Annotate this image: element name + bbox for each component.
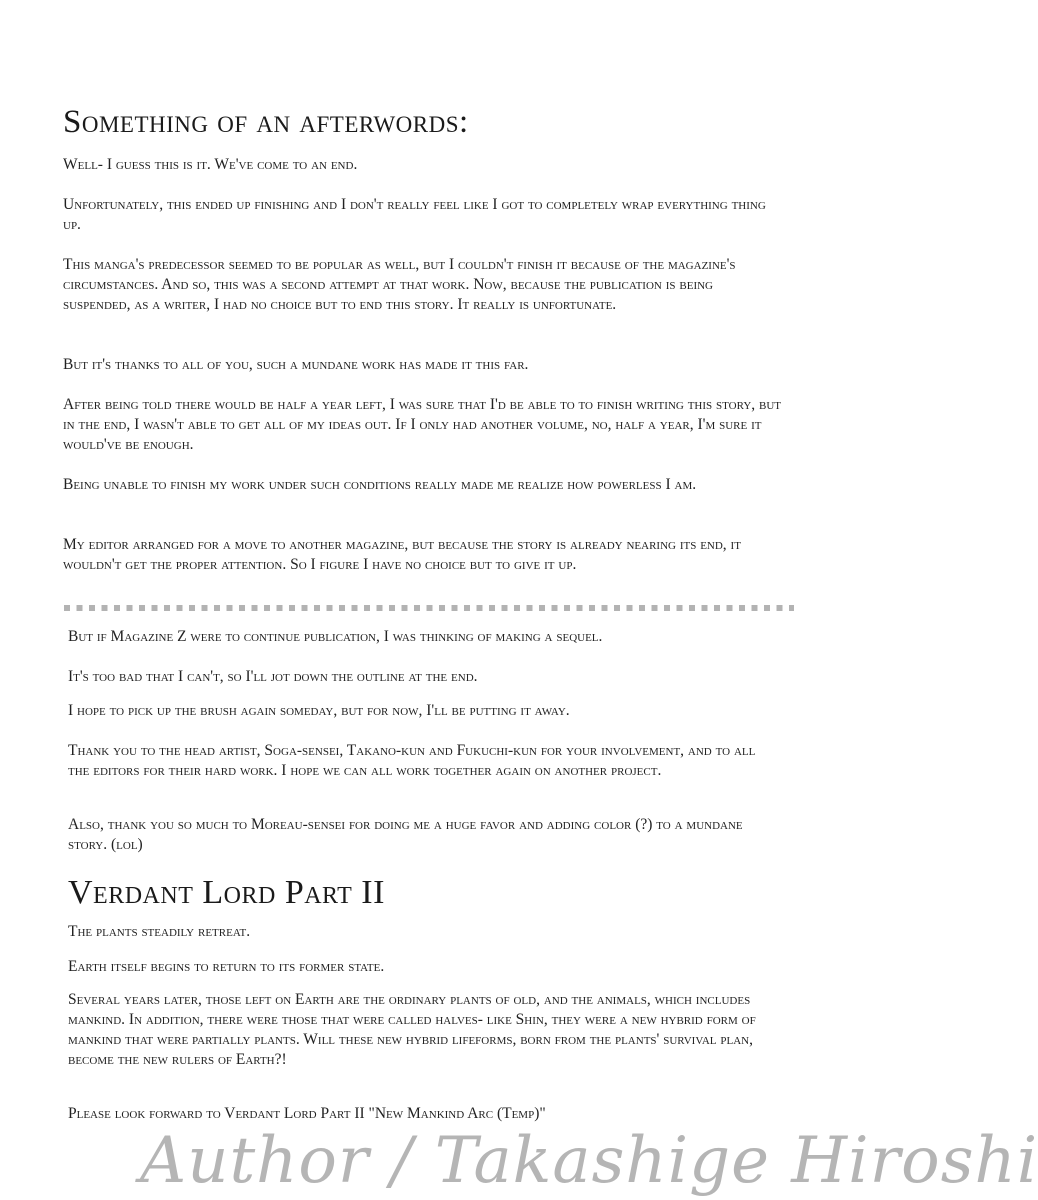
sequel-title: Verdant Lord Part II <box>68 874 385 911</box>
afterword-paragraph-1: Well- I guess this is it. We've come to an end. <box>63 156 358 173</box>
continued-paragraph-1: But if Magazine Z were to continue publication, I was thinking of making a sequel. <box>68 628 603 645</box>
dotted-divider <box>64 605 794 611</box>
sequel-paragraph-2: Earth itself begins to return to its former state. <box>68 958 385 975</box>
sequel-paragraph-1: The plants steadily retreat. <box>68 923 251 940</box>
afterword-paragraph-3: This manga's predecessor seemed to be popular as well, but I couldn't finish it because of the magazine's circumstances. And so, this was a second attempt at that work. Now, because the publication is being suspended, as a writer, I had no choice but to end this story. It really is unfortunate. <box>63 256 736 313</box>
continued-paragraph-3: I hope to pick up the brush again someday, but for now, I'll be putting it away. <box>68 702 570 719</box>
sequel-paragraph-4: Please look forward to Verdant Lord Part II "New Mankind Arc (Temp)" <box>68 1105 546 1122</box>
afterword-paragraph-7: My editor arranged for a move to another magazine, but because the story is already nearing its end, it wouldn't get the proper attention. So I figure I have no choice but to give it up. <box>63 536 741 573</box>
continued-paragraph-5: Also, thank you so much to Moreau-sensei for doing me a huge favor and adding color (?) to a mundane story. (lol) <box>68 816 743 853</box>
continued-paragraph-4: Thank you to the head artist, Soga-sensei, Takano-kun and Fukuchi-kun for your involvement, and to all the editors for their hard work. I hope we can all work together again on another project. <box>68 742 756 779</box>
afterword-paragraph-5: After being told there would be half a year left, I was sure that I'd be able to to finish writing this story, but in the end, I wasn't able to get all of my ideas out. If I only had another volume, no, half a year, I'm sure it would've be enough. <box>63 396 782 453</box>
sequel-paragraph-3: Several years later, those left on Earth are the ordinary plants of old, and the animals, which includes mankind. In addition, there were those that were called halves- like Shin, they were a new hybrid form of mankind that were partially plants. Will these new hybrid lifeforms, born from the plants' survival plan, become the new rulers of Earth?! <box>68 991 756 1068</box>
afterword-paragraph-4: But it's thanks to all of you, such a mundane work has made it this far. <box>63 356 529 373</box>
afterword-paragraph-2: Unfortunately, this ended up finishing and I don't really feel like I got to completely wrap everything thing up. <box>63 196 766 233</box>
afterword-title: Something of an afterwords: <box>63 104 469 140</box>
afterword-paragraph-6: Being unable to finish my work under such conditions really made me realize how powerless I am. <box>63 476 697 493</box>
continued-paragraph-2: It's too bad that I can't, so I'll jot down the outline at the end. <box>68 668 478 685</box>
author-signature: Author / Takashige Hiroshi <box>140 1124 1038 1198</box>
